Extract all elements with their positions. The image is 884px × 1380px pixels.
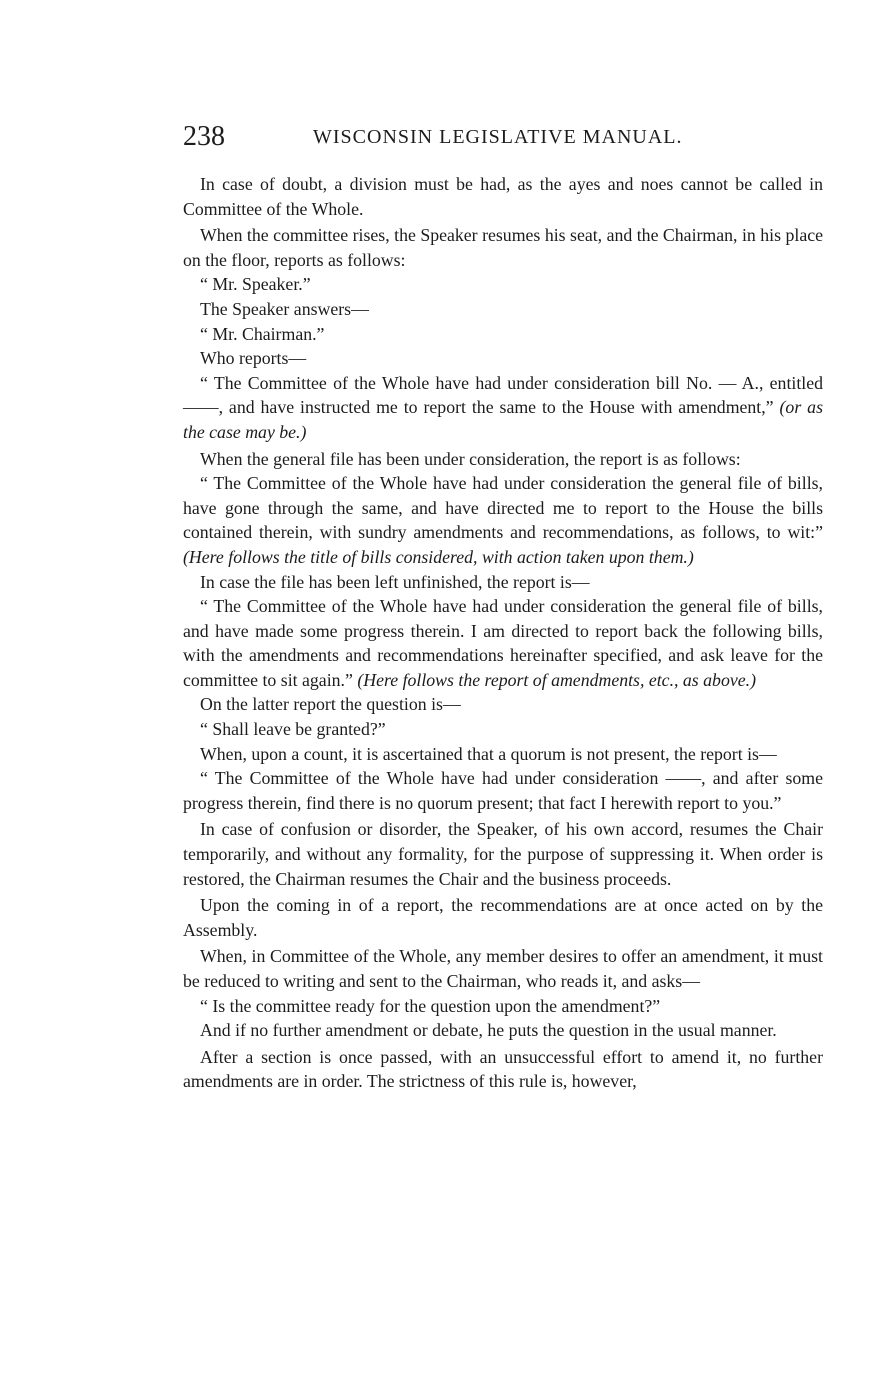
paragraph: “ The Committee of the Whole have had under consideration ——, and after some progress therein, find there is no quorum present; that fact I herewith report to you.” [183,768,823,813]
page-header [183,121,823,157]
paragraph: When, in Committee of the Whole, any member desires to offer an amendment, it must be reduced to writing and sent to the Chairman, who reads it, and asks— [183,946,823,991]
paragraph-text: “ The Committee of the Whole have had under consideration bill No. — A., entitled ——, and have instructed me to report the same to the House with amendment,” [183,372,823,418]
paragraph: On the latter report the question is— [200,694,461,715]
paragraph [183,471,823,569]
paragraph: After a section is once passed, with an unsuccessful effort to amend it, no further amendments are in order. The strictness of this rule is, however, [183,1046,823,1092]
paragraph: When, upon a count, it is ascertained that a quorum is not present, the report is— [200,743,777,764]
italic-note: (Here follows the title of bills considered, with action taken upon them.) [183,546,694,567]
paragraph: When the committee rises, the Speaker resumes his seat, and the Chairman, in his place on the floor, reports as follows: [183,225,823,270]
quote-line: “ Shall leave be granted?” [200,719,386,740]
quote-line: “ Is the committee ready for the question upon the amendment?” [200,995,661,1016]
paragraph: Upon the coming in of a report, the recommendations are at once acted on by the Assembly. [183,895,823,940]
italic-note: (or as the case may be.) [183,397,823,442]
paragraph [183,371,823,445]
quote-line: “ Mr. Speaker.” [200,274,311,295]
paragraph: In case the file has been left unfinished, the report is— [200,571,590,592]
body-text [183,172,823,1094]
paragraph: And if no further amendment or debate, he puts the question in the usual manner. [200,1020,777,1041]
paragraph: The Speaker answers— [200,298,369,319]
paragraph: When the general file has been under consideration, the report is as follows: [200,448,741,469]
running-head: WISCONSIN LEGISLATIVE MANUAL. [313,126,683,148]
quote-line: “ Mr. Chairman.” [200,323,325,344]
paragraph: Who reports— [200,348,307,369]
page-number: 238 [183,121,225,152]
paragraph-text: “ The Committee of the Whole have had under consideration the general file of bills, have gone through the same, and have directed me to report to the House the bills contained therein, with sundry amendments and recommendations, as follows, to wit:” [183,473,823,543]
paragraph: In case of doubt, a division must be had, as the ayes and noes cannot be called in Committee of the Whole. [183,174,823,219]
paragraph [183,594,823,692]
paragraph: In case of confusion or disorder, the Speaker, of his own accord, resumes the Chair temporarily, and without any formality, for the purpose of suppressing it. When order is restored, the Chairman resumes the Chair and the business proceeds. [183,819,823,889]
italic-note: (Here follows the report of amendments, etc., as above.) [357,669,756,690]
paragraph-text: “ The Committee of the Whole have had under consideration the general file of bills, and have made some progress therein. I am directed to report back the following bills, with the amendments and recommendations hereinafter specified, and ask leave for the committee to sit again.” [183,596,823,690]
